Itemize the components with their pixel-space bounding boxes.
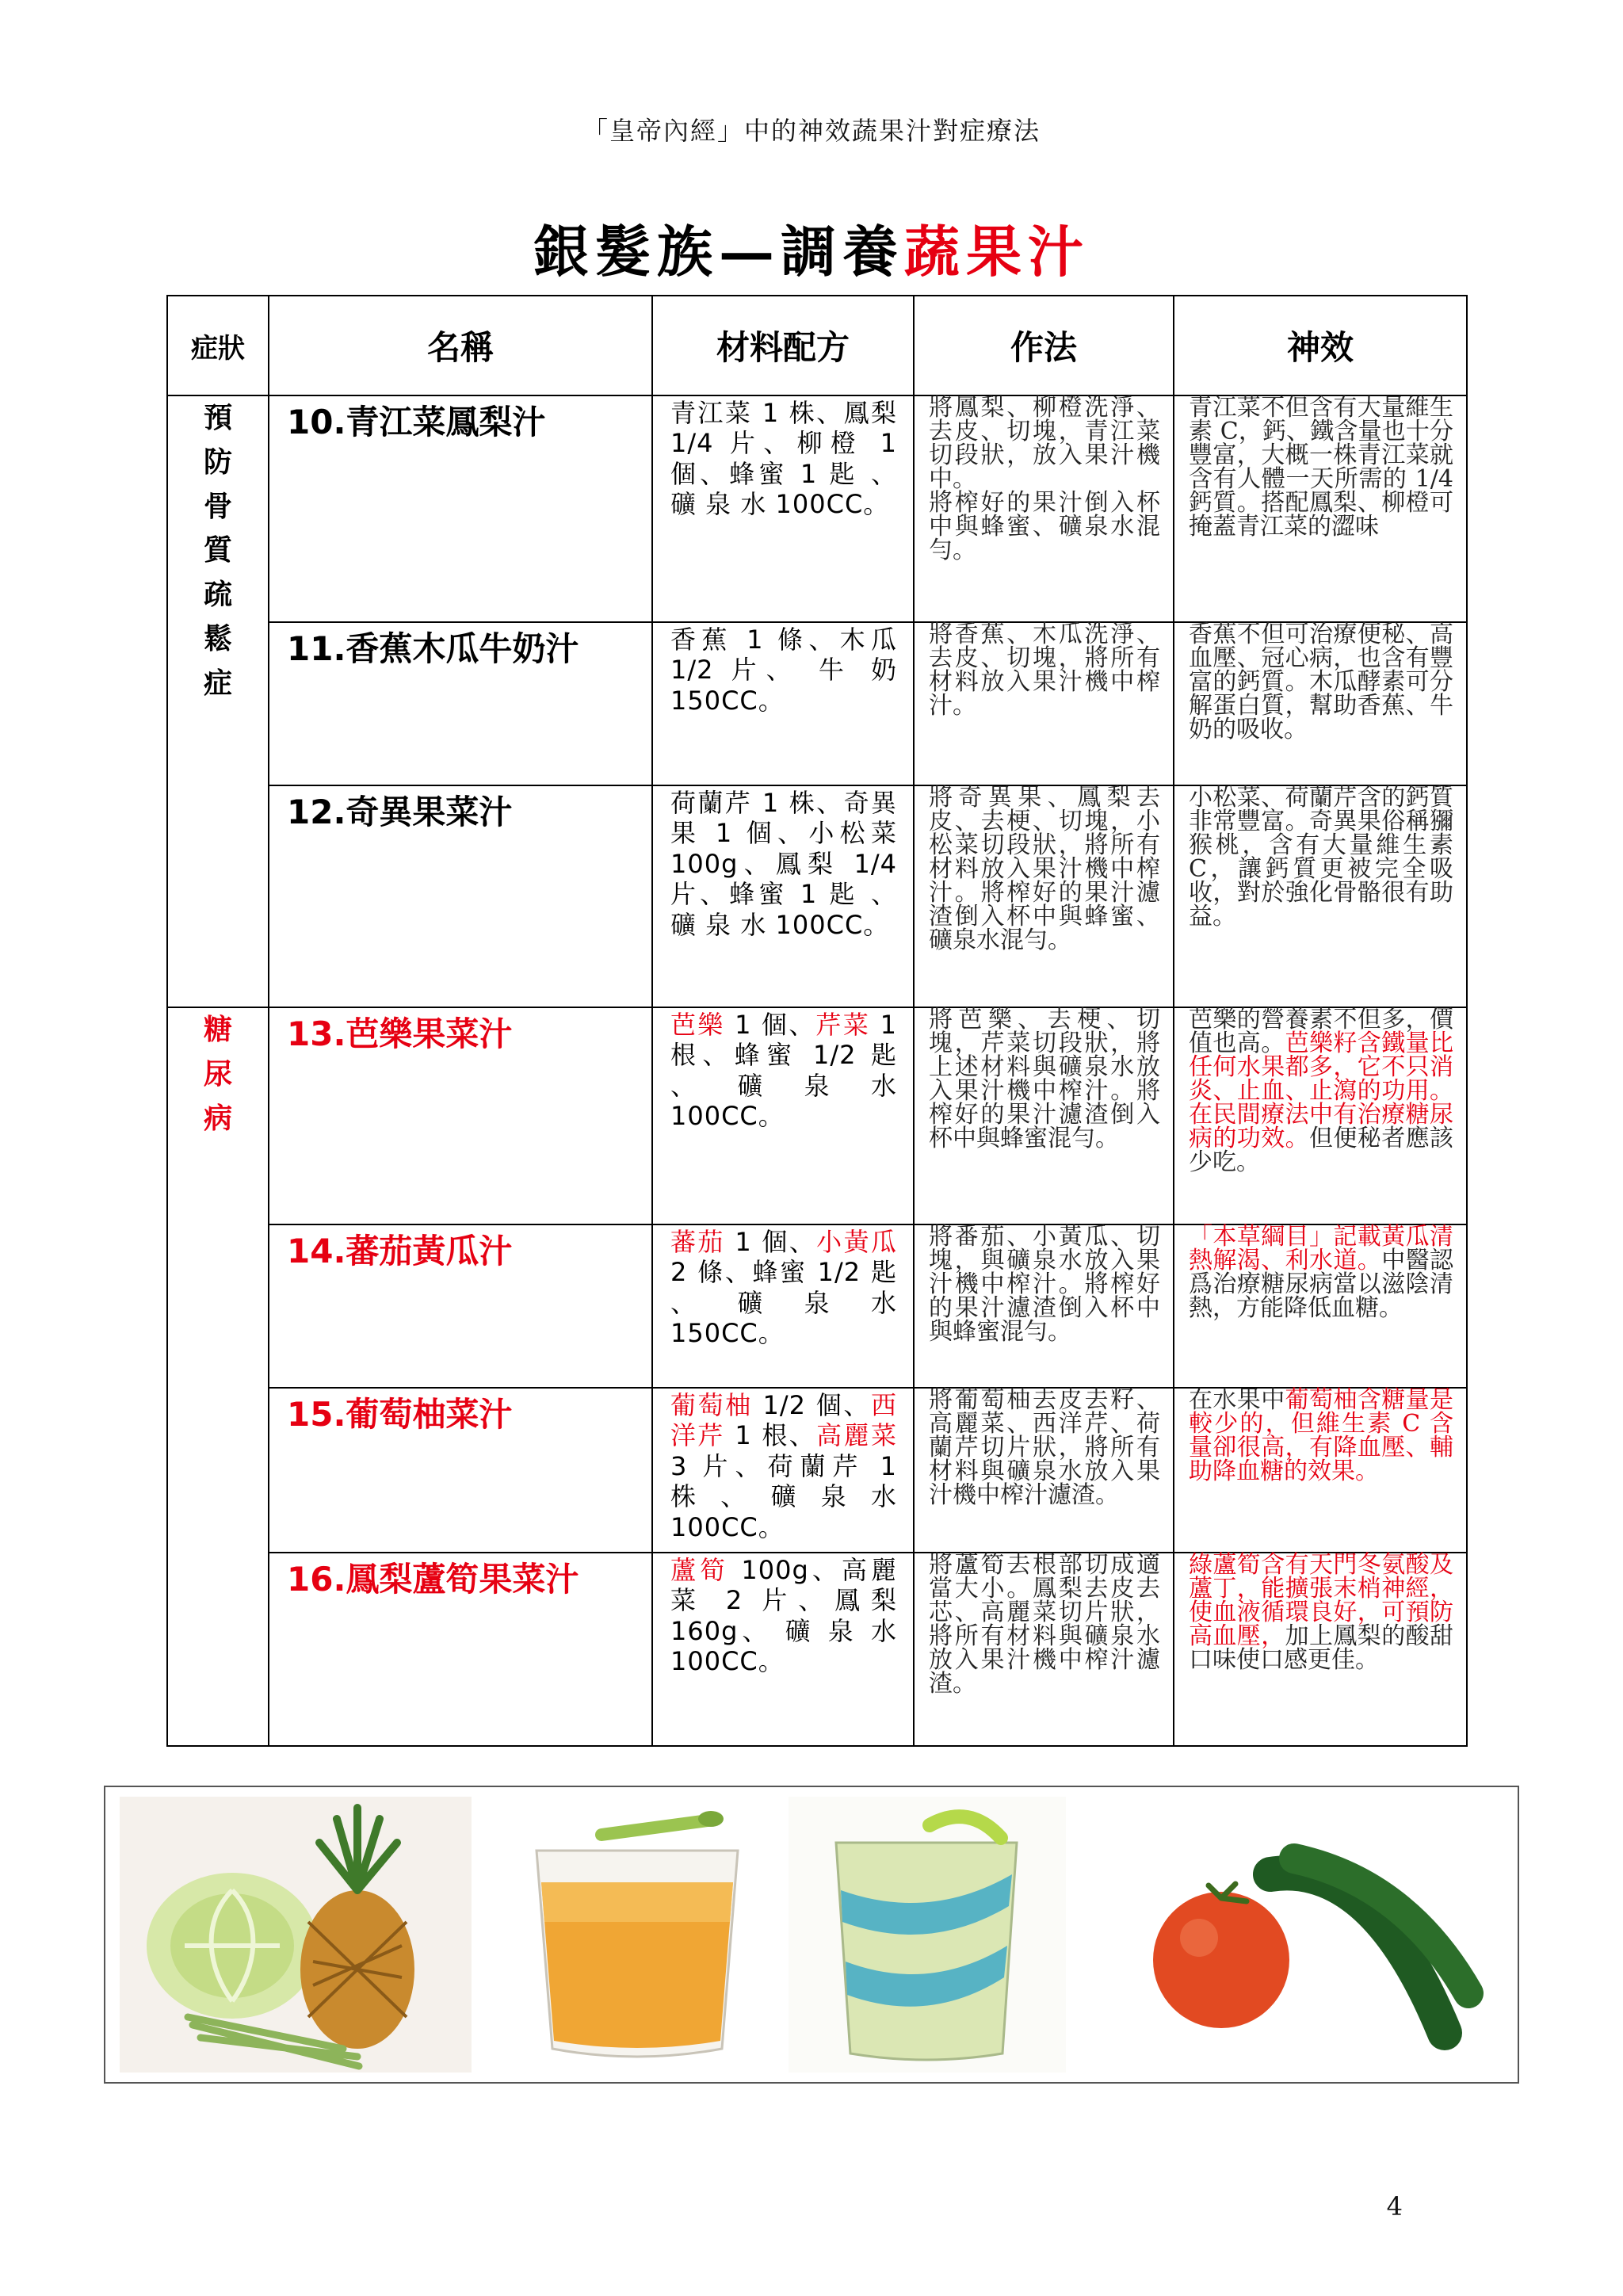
page-title-prefix: 銀髮族—調養 (533, 219, 904, 285)
table-row (167, 1553, 1467, 1746)
cell-text: 3 片、荷蘭芹 1 株、礦泉水 100CC。 (670, 1450, 897, 1542)
method-cell (914, 1007, 1174, 1224)
highlighted-text: 葡萄柚 (670, 1390, 753, 1420)
green-juice-glass-photo (789, 1797, 1066, 2073)
cabbage-pineapple-asparagus-photo (120, 1797, 472, 2073)
effect-cell (1174, 1553, 1467, 1746)
cell-text: 將鳳梨、柳橙洗淨、去皮、切塊，青江菜切段狀，放入果汁機中。 (929, 394, 1160, 493)
header-symptom: 症狀 (167, 296, 269, 395)
cell-text: 將芭樂、去梗、切塊，芹菜切段狀，將上述材料與礦泉水放入果汁機中榨汁。將榨好的果汁濾渣倒入杯中與蜂蜜混勻。 (929, 1006, 1160, 1152)
cell-text: 1 根、 (724, 1420, 817, 1451)
highlighted-text: 高麗菜 (816, 1420, 897, 1451)
orange-juice-glass-photo (502, 1797, 774, 2073)
highlighted-text: 綠蘆筍含有天門冬氨酸及蘆丁，能擴張末梢神經，使血液循環良好，可預防高血壓， (1189, 1551, 1453, 1650)
highlighted-text: 芹菜 (815, 1010, 871, 1040)
header-name: 名稱 (269, 296, 652, 395)
page-title (0, 208, 1623, 288)
cell-text: 1 個、 (724, 1010, 816, 1040)
juice-name: 12.奇異果菜汁 (269, 785, 652, 1007)
header-effect: 神效 (1174, 296, 1467, 395)
highlighted-text: 小黃瓜 (816, 1227, 897, 1257)
highlighted-text: 芭樂籽含鐵量比任何水果都多，它不只消炎、止血、止瀉的功用。在民間療法中有治療糖尿病的功效。 (1189, 1030, 1454, 1152)
materials-cell (652, 1007, 914, 1224)
method-cell (914, 1224, 1174, 1388)
cell-text: 青江菜 1 株、鳳梨 1/4 片、柳橙 1 個、蜂蜜 1 匙 、 礦 泉 水 100CC。 (670, 398, 897, 520)
symptom-osteoporosis: 預防骨質疏鬆症 (167, 395, 269, 1007)
cell-text: 將番茄、小黃瓜、切塊，與礦泉水放入果汁機中榨汁。將榨好的果汁濾渣倒入杯中與蜂蜜混勻。 (929, 1223, 1160, 1346)
method-cell (914, 1553, 1174, 1746)
cell-text: 100g、高麗菜 2 片、鳳梨 160g、 礦 泉 水 100CC。 (670, 1555, 897, 1677)
juice-name: 16.鳳梨蘆筍果菜汁 (269, 1553, 652, 1746)
photo-strip (104, 1786, 1519, 2084)
highlighted-text: 蘆筍 (670, 1555, 730, 1585)
materials-cell (652, 1388, 914, 1553)
cell-text: 將葡萄柚去皮去籽、高麗菜、西洋芹、荷蘭芹切片狀，將所有材料與礦泉水放入果汁機中榨汁濾渣。 (929, 1386, 1160, 1509)
table-header-row (167, 296, 1467, 395)
cell-text: 芭樂的營養素不但多，價值也高。 (1189, 1006, 1453, 1057)
cell-text: 在水果中 (1189, 1386, 1285, 1414)
juice-name: 13.芭樂果菜汁 (269, 1007, 652, 1224)
page-number: 4 (1386, 2191, 1403, 2222)
effect-cell (1174, 395, 1467, 622)
effect-cell (1174, 1388, 1467, 1553)
cell-text: 中醫認爲治療糖尿病當以滋陰清熱，方能降低血糖。 (1189, 1247, 1454, 1322)
highlighted-text: 芭樂 (670, 1010, 725, 1040)
remedy-table-body (167, 395, 1467, 1746)
cell-text: 青江菜不但含有大量維生素 C，鈣、鐵含量也十分豐富，大概一株青江菜就含有人體一天所需的 1/4 鈣質。搭配鳳梨、柳橙可掩蓋青江菜的澀味 (1189, 394, 1453, 541)
materials-cell (652, 395, 914, 622)
cell-text: 將香蕉、木瓜洗淨、去皮、切塊，將所有材料放入果汁機中榨汁。 (929, 621, 1160, 720)
table-row (167, 622, 1467, 785)
effect-cell (1174, 622, 1467, 785)
juice-name: 15.葡萄柚菜汁 (269, 1388, 652, 1553)
table-row (167, 395, 1467, 622)
materials-cell (652, 785, 914, 1007)
materials-cell (652, 622, 914, 785)
running-header: 「皇帝內經」中的神效蔬果汁對症療法 (582, 116, 1041, 146)
materials-cell (652, 1224, 914, 1388)
method-cell (914, 1388, 1174, 1553)
method-cell (914, 785, 1174, 1007)
table-row (167, 1007, 1467, 1224)
cell-text: 香蕉 1 條、木瓜 1/2 片、 牛 奶 150CC。 (670, 625, 897, 716)
cell-text: 將蘆筍去根部切成適當大小。鳳梨去皮去芯、高麗菜切片狀，將所有材料與礦泉水放入果汁機中榨汁濾渣。 (929, 1551, 1160, 1698)
effect-cell (1174, 1007, 1467, 1224)
remedy-table (166, 295, 1468, 1747)
method-cell (914, 622, 1174, 785)
cell-text: 1 個、 (724, 1227, 817, 1257)
cell-text: 香蕉不但可治療便秘、高血壓、冠心病，也含有豐富的鈣質。木瓜酵素可分解蛋白質，幫助香蕉、牛奶的吸收。 (1189, 621, 1453, 743)
cell-text: 2 條、蜂蜜 1/2 匙 、 礦 泉 水 150CC。 (670, 1257, 897, 1349)
header-materials: 材料配方 (652, 296, 914, 395)
table-row (167, 1388, 1467, 1553)
cell-text: 將奇異果、鳳梨去皮、去梗、切塊，小松菜切段狀，將所有材料放入果汁機中榨汁。將榨好的果汁濾渣倒入杯中與蜂蜜、礦泉水混勻。 (929, 784, 1160, 954)
highlighted-text: 「本草綱目」記載黃瓜清熱解渴、利水道。 (1189, 1223, 1453, 1274)
juice-name: 10.青江菜鳳梨汁 (269, 395, 652, 622)
symptom-diabetes: 糖尿病 (167, 1007, 269, 1746)
cell-text: 加上鳳梨的酸甜口味使口感更佳。 (1189, 1622, 1454, 1674)
effect-cell (1174, 785, 1467, 1007)
cell-text: 1/2 個、 (752, 1390, 871, 1420)
page-title-accent: 蔬果汁 (904, 220, 1090, 285)
photo-strip-graphics (105, 1787, 1518, 2082)
juice-name: 14.蕃茄黃瓜汁 (269, 1224, 652, 1388)
table-row (167, 785, 1467, 1007)
highlighted-text: 蕃茄 (670, 1227, 725, 1257)
juice-name: 11.香蕉木瓜牛奶汁 (269, 622, 652, 785)
highlighted-text: 西洋芹 (670, 1390, 897, 1451)
cell-text: 小松菜、荷蘭芹含的鈣質非常豐富。奇異果俗稱獼猴桃，含有大量維生素 C，讓鈣質更被完全吸收，對於強化骨骼很有助益。 (1189, 784, 1453, 930)
table-row (167, 1224, 1467, 1388)
method-cell (914, 395, 1174, 622)
cell-text: 將榨好的果汁倒入杯中與蜂蜜、礦泉水混勻。 (929, 489, 1160, 564)
effect-cell (1174, 1224, 1467, 1388)
cell-text: 1 根、蜂蜜 1/2 匙 、 礦 泉 水 100CC。 (670, 1010, 897, 1132)
cell-text: 荷蘭芹 1 株、奇異果 1 個、小松菜 100g、鳳梨 1/4 片、蜂蜜 1 匙 、 礦 泉 水 100CC。 (670, 788, 897, 940)
header-method: 作法 (914, 296, 1174, 395)
tomato-cucumber-photo (1106, 1797, 1502, 2073)
cell-text: 但便秘者應該少吃。 (1189, 1125, 1453, 1176)
materials-cell (652, 1553, 914, 1746)
highlighted-text: 葡萄柚含糖量是較少的，但維生素 C 含量卻很高，有降血壓、輔助降血糖的效果。 (1189, 1386, 1454, 1485)
